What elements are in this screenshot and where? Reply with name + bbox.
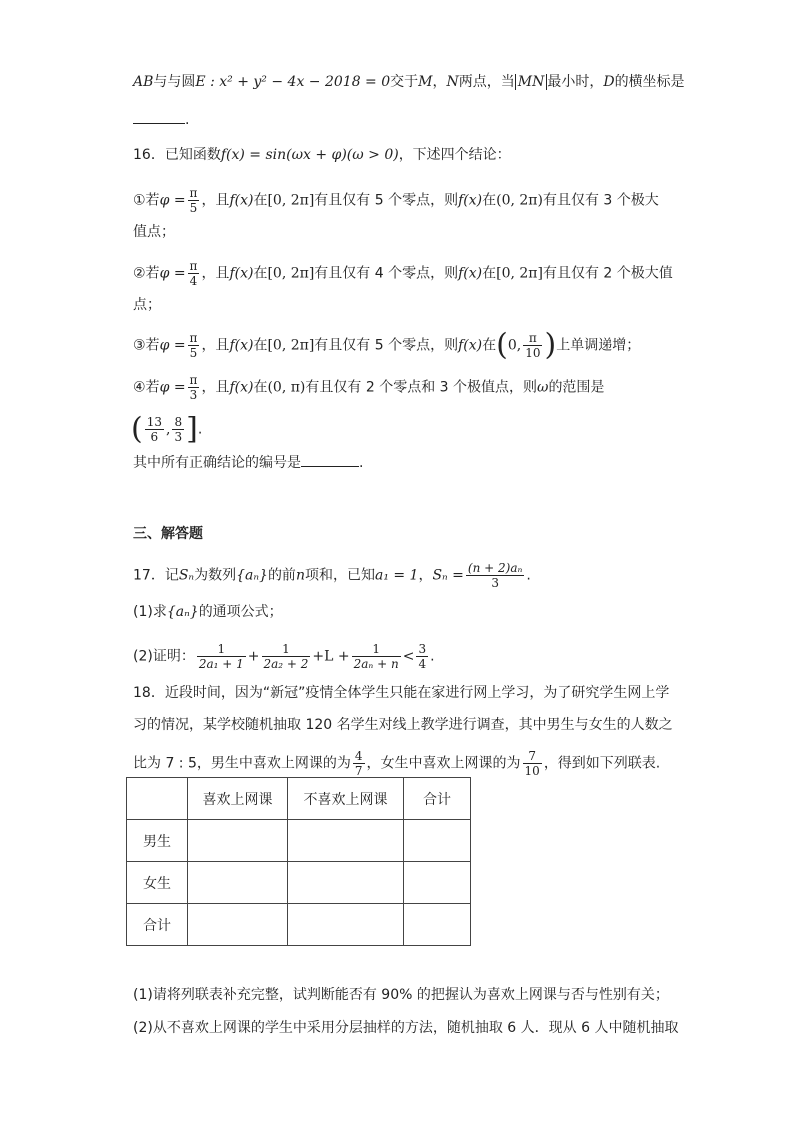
text: 两点，当: [458, 74, 515, 90]
fraction: [523, 749, 542, 778]
text: 有且仅有 2 个零点和 3 个极值点，则: [305, 379, 538, 396]
fx: f(x): [229, 265, 254, 282]
interval: (0, 2π): [496, 192, 543, 209]
text: 16．已知函数: [133, 147, 221, 163]
text: ，且: [201, 265, 230, 282]
denominator: 2aₙ + n: [353, 657, 399, 671]
q18-line-3: [133, 749, 660, 778]
text: 17．记: [133, 567, 179, 584]
numerator: 8: [174, 415, 183, 429]
table-cell[interactable]: [188, 820, 288, 862]
numerator: π: [189, 373, 198, 387]
q16-statement-1-cont: 值点；: [133, 224, 175, 240]
text: ，: [418, 567, 433, 584]
text: 为数列: [194, 567, 237, 584]
q18-line-1: 18．近段时间，因为“新冠”疫情全体学生只能在家进行网上学习，为了研究学生网上学: [133, 685, 670, 701]
function-def: f(x) = sin(ωx + φ)(ω > 0): [220, 147, 399, 163]
fraction: [197, 642, 246, 671]
text: 有且仅有 4 个零点，则: [314, 265, 459, 282]
text: ，得到如下列联表.: [543, 755, 661, 772]
section-heading: 三、解答题: [133, 526, 203, 542]
fx: f(x): [458, 192, 483, 209]
text: (1)求: [133, 604, 167, 620]
text: (2)证明：: [133, 648, 195, 665]
text: 有且仅有 3 个极大: [542, 192, 659, 209]
denominator: 2a₁ + 1: [198, 657, 244, 671]
text: 有且仅有 5 个零点，则: [314, 337, 459, 354]
text: ④若: [133, 379, 160, 396]
fraction: [523, 331, 542, 360]
q18-line-2: 习的情况，某学校随机抽取 120 名学生对线上教学进行调查，其中男生与女生的人数之: [133, 717, 673, 733]
fraction: [172, 415, 184, 444]
a1-eq: a₁ = 1: [374, 567, 419, 584]
interval-start: 0,: [507, 337, 522, 354]
omega: ω: [537, 379, 549, 396]
text: ，且: [201, 379, 230, 396]
interval: [0, 2π]: [267, 265, 315, 282]
period: .: [359, 455, 364, 471]
table-cell[interactable]: [404, 820, 471, 862]
header-cell: [127, 778, 188, 820]
text: ，: [432, 74, 447, 90]
phi: φ =: [159, 337, 186, 354]
table-cell[interactable]: [288, 904, 404, 946]
fraction: [416, 642, 428, 671]
fx: f(x): [458, 337, 483, 354]
table-cell[interactable]: [288, 820, 404, 862]
numerator: 13: [146, 415, 162, 429]
denominator: 10: [525, 346, 541, 360]
sequence-an: {aₙ}: [236, 567, 268, 584]
text: 与与圆: [153, 74, 196, 90]
text: 的横坐标是: [614, 74, 685, 90]
Sn: Sₙ: [178, 567, 195, 584]
left-paren: (: [131, 411, 143, 447]
period: .: [197, 421, 203, 438]
q16-statement-4: [133, 373, 604, 402]
table-cell[interactable]: [188, 904, 288, 946]
fraction: [188, 373, 200, 402]
fx: f(x): [229, 337, 254, 354]
Sn-eq: Sₙ =: [432, 567, 464, 584]
fx: f(x): [229, 192, 254, 209]
q15-line-2: [133, 109, 189, 130]
text: 在: [482, 337, 497, 354]
interval: [0, 2π]: [496, 265, 543, 282]
phi: φ =: [159, 192, 186, 209]
q16-statement-3: [133, 327, 641, 363]
denominator: 4: [418, 657, 427, 671]
period: .: [185, 112, 190, 128]
phi: φ =: [159, 265, 186, 282]
q17-part-1: [133, 602, 283, 622]
header-cell: 合计: [404, 778, 471, 820]
answer-blank-16[interactable]: [301, 452, 359, 467]
q18-part-1: (1)请将列联表补充完整，试判断能否有 90% 的把握认为喜欢上网课与否与性别有关；: [133, 987, 669, 1003]
contingency-table: [126, 777, 471, 946]
text: 在: [482, 192, 497, 209]
table-cell[interactable]: [288, 862, 404, 904]
abs-MN: MN: [515, 74, 548, 90]
table-cell[interactable]: [404, 862, 471, 904]
q16-statement-2: [133, 259, 673, 288]
numerator: π: [523, 331, 542, 346]
interval: [0, 2π]: [267, 337, 315, 354]
numerator: π: [189, 186, 198, 200]
comma: ,: [166, 421, 171, 438]
denominator: 10: [524, 764, 540, 778]
text: ，下述四个结论：: [398, 147, 511, 163]
plus: +: [247, 648, 260, 665]
row-label: 合计: [127, 904, 188, 946]
text: ，且: [201, 192, 230, 209]
table-header-row: [127, 778, 471, 820]
text: 在: [253, 192, 268, 209]
numerator: 7: [523, 749, 542, 764]
text: 在: [482, 265, 497, 282]
numerator: π: [189, 259, 198, 273]
point-D: D: [603, 74, 615, 90]
n-var: n: [295, 567, 305, 584]
q17-intro: [133, 561, 531, 590]
plus-ellipsis: +L +: [312, 648, 350, 665]
phi: φ =: [159, 379, 186, 396]
numerator: 4: [354, 749, 363, 763]
text: 比为 7 : 5，男生中喜欢上网课的为: [133, 755, 351, 772]
fraction: [145, 415, 164, 444]
text: 的前: [267, 567, 296, 584]
fraction: [188, 331, 200, 360]
header-cell: 喜欢上网课: [188, 778, 288, 820]
denominator: 3: [189, 388, 198, 402]
period: .: [430, 648, 435, 665]
table-row: [127, 862, 471, 904]
circle-equation: E : x² + y² − 4x − 2018 = 0: [195, 74, 391, 90]
q16-ask: [133, 452, 363, 473]
answer-blank-15[interactable]: [133, 109, 185, 124]
period: .: [526, 567, 531, 584]
text: 交于: [390, 74, 419, 90]
denominator: 6: [150, 430, 159, 444]
denominator: 5: [189, 201, 198, 215]
fx: f(x): [458, 265, 483, 282]
denominator: 5: [189, 346, 198, 360]
less-than: <: [402, 648, 415, 665]
text: 其中所有正确结论的编号是: [133, 455, 301, 471]
text: 在: [253, 337, 268, 354]
text: 最小时，: [547, 74, 604, 90]
text: 上单调递增；: [556, 337, 641, 354]
numerator: 1: [197, 642, 246, 657]
text: 在: [253, 379, 268, 396]
interval: [0, 2π]: [267, 192, 315, 209]
q16-intro: [133, 145, 511, 165]
text: 的通项公式；: [198, 604, 283, 620]
text: ①若: [133, 192, 160, 209]
table-cell[interactable]: [188, 862, 288, 904]
denominator: 3: [491, 576, 499, 590]
q16-statement-4-range: [131, 411, 203, 447]
row-label: 男生: [127, 820, 188, 862]
left-paren: (: [496, 327, 508, 363]
text: 有且仅有 5 个零点，则: [314, 192, 459, 209]
q16-statement-2-cont: 点；: [133, 297, 161, 313]
fraction: [188, 259, 200, 288]
fraction: [353, 749, 365, 778]
point-M: M: [418, 74, 433, 90]
q16-statement-1: [133, 186, 659, 215]
table-row: [127, 820, 471, 862]
q15-line-1: [133, 72, 685, 92]
text: ，女生中喜欢上网课的为: [366, 755, 521, 772]
numerator: π: [189, 331, 198, 345]
row-label: 女生: [127, 862, 188, 904]
fraction: [262, 642, 311, 671]
fraction: [188, 186, 200, 215]
denominator: 4: [189, 274, 198, 288]
header-cell: 不喜欢上网课: [288, 778, 404, 820]
denominator: 2a₂ + 2: [263, 657, 309, 671]
seg-AB: AB: [133, 74, 154, 90]
fx: f(x): [229, 379, 254, 396]
text: ，且: [201, 337, 230, 354]
text: 的范围是: [548, 379, 605, 396]
text: 项和，已知: [304, 567, 375, 584]
denominator: 7: [354, 764, 363, 778]
interval: (0, π): [267, 379, 306, 396]
q17-part-2: [133, 642, 435, 671]
numerator: 3: [418, 642, 427, 656]
text: ②若: [133, 265, 160, 282]
text: 在: [253, 265, 268, 282]
table-row: [127, 904, 471, 946]
numerator: 1: [262, 642, 311, 657]
sequence-an: {aₙ}: [166, 604, 199, 620]
numerator: (n + 2)aₙ: [467, 561, 523, 575]
numerator: 1: [352, 642, 401, 657]
text: ③若: [133, 337, 160, 354]
fraction: [466, 561, 524, 590]
q18-part-2: (2)从不喜欢上网课的学生中采用分层抽样的方法，随机抽取 6 人．现从 6 人中随机抽取: [133, 1020, 679, 1036]
point-N: N: [446, 74, 459, 90]
right-paren: ): [544, 327, 557, 363]
table-cell[interactable]: [404, 904, 471, 946]
denominator: 3: [174, 430, 183, 444]
fraction: [352, 642, 401, 671]
text: 有且仅有 2 个极大值: [542, 265, 673, 282]
right-bracket: ]: [186, 411, 198, 447]
